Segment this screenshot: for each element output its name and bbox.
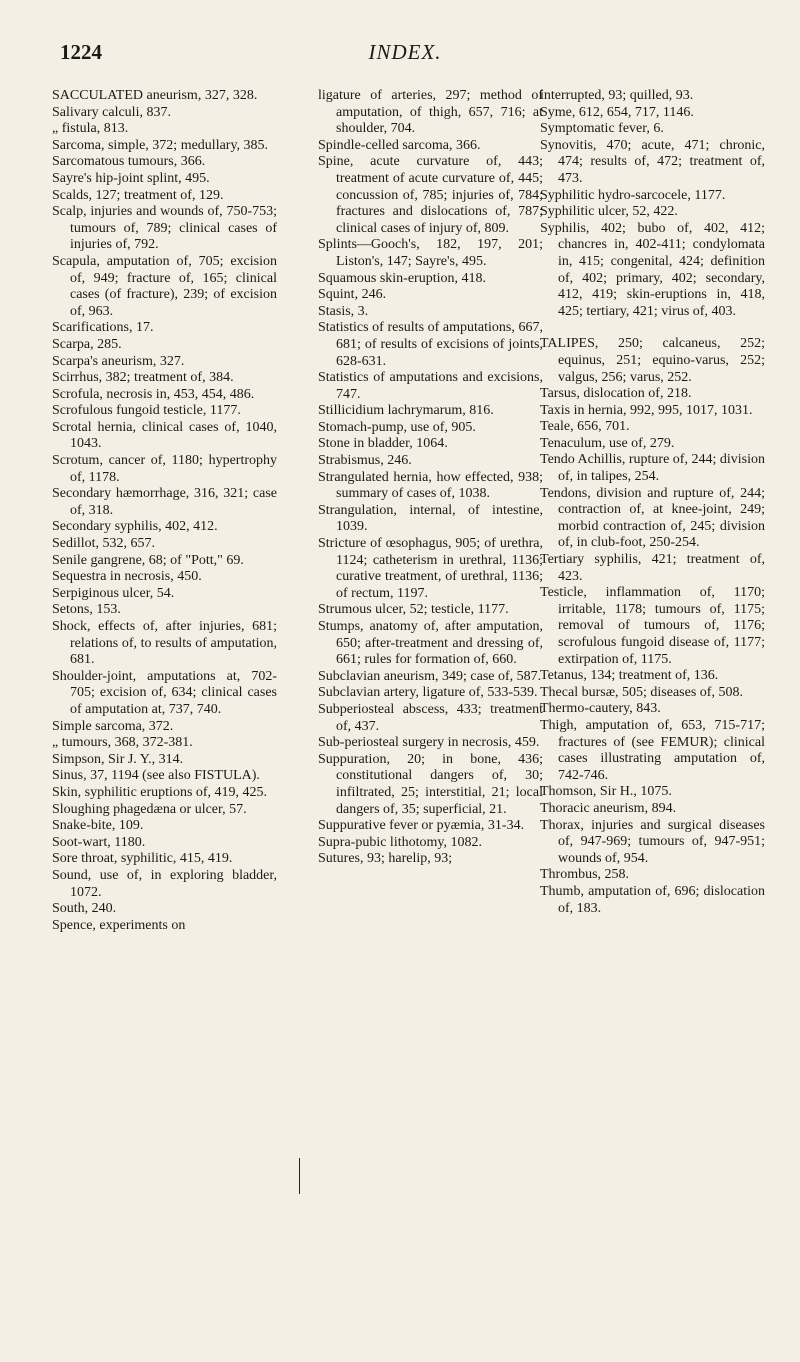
index-entry: Setons, 153.: [52, 602, 121, 618]
index-entry: Taxis in hernia, 992, 995, 1017, 1031.: [540, 402, 753, 418]
index-entry: Tetanus, 134; treatment of, 136.: [540, 668, 719, 684]
index-entry: Subclavian aneurism, 349; case of, 587.: [318, 668, 542, 684]
index-entry: Thoracic aneurism, 894.: [540, 800, 677, 816]
index-entry: Statistics of results of amputations, 667, 681; of results of excisions of joints, 628-631.: [318, 320, 543, 369]
index-entry: Stone in bladder, 1064.: [318, 436, 448, 452]
index-entry: Scrotum, cancer of, 1180; hypertrophy of, 1178.: [52, 453, 277, 485]
running-head: INDEX.: [368, 40, 442, 64]
index-entry: Stillicidium lachrymarum, 816.: [318, 403, 494, 419]
index-entry: Symptomatic fever, 6.: [540, 121, 664, 137]
index-entry: Syphilitic ulcer, 52, 422.: [540, 204, 678, 220]
index-entry: Tendons, division and rupture of, 244; contraction of, at knee-joint, 249; morbid contraction of, 245; division of, in club-foot, 250-254.: [540, 485, 765, 551]
index-entry: Syphilitic hydro-sarcocele, 1177.: [540, 187, 726, 203]
index-entry: Scarifications, 17.: [52, 320, 154, 336]
index-entry: Sinus, 37, 1194 (see also FISTULA).: [52, 768, 260, 784]
index-entry: Serpiginous ulcer, 54.: [52, 585, 175, 601]
index-entry: Thomson, Sir H., 1075.: [540, 784, 672, 800]
index-entry: Tendo Achillis, rupture of, 244; division of, in talipes, 254.: [540, 452, 765, 485]
index-entry: Stasis, 3.: [318, 303, 369, 319]
index-entry: Strangulated hernia, how effected, 938; summary of cases of, 1038.: [318, 469, 543, 502]
index-entry: SACCULATED aneurism, 327, 328.: [52, 88, 258, 103]
index-entry: Scirrhus, 382; treatment of, 384.: [52, 370, 234, 386]
index-entry: Scarpa's aneurism, 327.: [52, 353, 185, 369]
index-entry: Synovitis, 470; acute, 471; chronic, 474; results of, 472; treatment of, 473.: [540, 137, 765, 186]
index-column-2: [318, 88, 543, 868]
column-divider: [299, 1158, 300, 1194]
index-entry: Teale, 656, 701.: [540, 419, 630, 435]
index-entry: Spindle-celled sarcoma, 366.: [318, 137, 481, 153]
index-entry: Shoulder-joint, amputations at, 702-705; excision of, 634; clinical cases of amputation at, 737, 740.: [52, 668, 277, 717]
index-entry: Sequestra in necrosis, 450.: [52, 569, 202, 585]
index-entry: Tertiary syphilis, 421; treatment of, 423.: [540, 552, 765, 584]
index-entry: [540, 320, 765, 336]
index-entry: Subperiosteal abscess, 433; treatment of, 437.: [318, 701, 543, 734]
index-entry: Salivary calculi, 837.: [52, 104, 171, 120]
index-entry: Sarcoma, simple, 372; medullary, 385.: [52, 137, 269, 153]
index-entry: Tenaculum, use of, 279.: [540, 435, 675, 451]
index-entry: TALIPES, 250; calcaneus, 252; equinus, 251; equino-varus, 252; valgus, 256; varus, 252.: [540, 336, 765, 385]
index-entry: Spence, experiments on: [52, 917, 186, 933]
index-entry: Scapula, amputation of, 705; excision of, 949; fracture of, 165; clinical cases (of fracture), 239; of excision of, 963.: [52, 253, 277, 319]
index-entry: South, 240.: [52, 901, 117, 917]
index-entry: Sedillot, 532, 657.: [52, 536, 156, 552]
index-entry: Thumb, amputation of, 696; dislocation of, 183.: [540, 883, 765, 916]
index-entry: Syme, 612, 654, 717, 1146.: [540, 104, 694, 120]
index-entry: Simple sarcoma, 372.: [52, 718, 174, 734]
index-entry: Scalds, 127; treatment of, 129.: [52, 187, 224, 203]
index-entry: Supra-pubic lithotomy, 1082.: [318, 834, 482, 850]
index-entry: Simpson, Sir J. Y., 314.: [52, 751, 184, 767]
page-number: 1224: [60, 40, 102, 64]
index-entry: Shock, effects of, after injuries, 681; relations of, to results of amputation, 681.: [52, 619, 277, 668]
index-entry: Secondary hæmorrhage, 316, 321; case of, 318.: [52, 486, 277, 518]
index-entry: Sarcomatous tumours, 366.: [52, 154, 206, 170]
index-entry: Testicle, inflammation of, 1170; irritable, 1178; tumours of, 1175; removal of tumours of, 1176; scrofulous fungoid disease of, 1177; extirpation of, 1175.: [540, 585, 765, 667]
index-entry: Sub-periosteal surgery in necrosis, 459.: [318, 735, 540, 751]
index-entry: Sloughing phagedæna or ulcer, 57.: [52, 801, 247, 817]
index-entry: Statistics of amputations and excisions, 747.: [318, 370, 543, 402]
index-column-3: [540, 88, 765, 917]
index-entry: Squint, 246.: [318, 287, 387, 303]
index-entry: Suppurative fever or pyæmia, 31-34.: [318, 818, 525, 834]
index-entry: Scarpa, 285.: [52, 336, 122, 352]
index-entry: Stomach-pump, use of, 905.: [318, 419, 476, 435]
index-entry: Sutures, 93; harelip, 93;: [318, 851, 453, 867]
index-entry: Sayre's hip-joint splint, 495.: [52, 170, 210, 186]
index-entry: Strumous ulcer, 52; testicle, 1177.: [318, 602, 509, 618]
index-entry: Thorax, injuries and surgical diseases of, 947-969; tumours of, 947-951; wounds of, 954.: [540, 817, 765, 866]
index-entry: Subclavian artery, ligature of, 533-539.: [318, 685, 538, 701]
index-entry: „ tumours, 368, 372-381.: [52, 735, 193, 751]
index-entry: Snake-bite, 109.: [52, 818, 144, 834]
index-entry: Soot-wart, 1180.: [52, 834, 146, 850]
index-entry: Squamous skin-eruption, 418.: [318, 270, 486, 286]
index-entry: Scalp, injuries and wounds of, 750-753; tumours of, 789; clinical cases of injuries of, 792.: [52, 204, 277, 253]
index-column-1: [52, 88, 277, 934]
index-entry: Scrotal hernia, clinical cases of, 1040, 1043.: [52, 419, 277, 452]
index-entry: Strabismus, 246.: [318, 453, 412, 469]
index-entry: Stumps, anatomy of, after amputation, 650; after-treatment and dressing of, 661; rules for formation of, 660.: [318, 619, 543, 668]
index-entry: Thermo-cautery, 843.: [540, 701, 661, 717]
index-entry: interrupted, 93; quilled, 93.: [540, 88, 694, 103]
index-entry: Thrombus, 258.: [540, 867, 630, 883]
index-entry: Scrofulous fungoid testicle, 1177.: [52, 403, 241, 419]
index-entry: Sound, use of, in exploring bladder, 1072.: [52, 867, 277, 900]
index-entry: Thecal bursæ, 505; diseases of, 508.: [540, 684, 743, 700]
index-entry: Senile gangrene, 68; of "Pott," 69.: [52, 552, 244, 568]
index-entry: Splints—Gooch's, 182, 197, 201; Liston's, 147; Sayre's, 495.: [318, 237, 543, 269]
index-entry: Scrofula, necrosis in, 453, 454, 486.: [52, 386, 255, 402]
page-header: [60, 40, 750, 70]
index-entry: Strangulation, internal, of intestine, 1039.: [318, 502, 543, 535]
index-entry: Spine, acute curvature of, 443; treatment of acute curvature of, 445; concussion of, 785; injuries of, 784; fractures and dislocations of, 787; clinical cases of injury of, 809.: [318, 154, 543, 236]
index-entry: Stricture of œsophagus, 905; of urethra, 1124; catheterism in urethral, 1136; curative treatment, of urethral, 1136; of rectum, 1197.: [318, 536, 543, 601]
index-entry: Secondary syphilis, 402, 412.: [52, 519, 218, 535]
index-columns: [52, 88, 765, 1348]
index-entry: Sore throat, syphilitic, 415, 419.: [52, 851, 233, 867]
index-entry: Tarsus, dislocation of, 218.: [540, 386, 692, 402]
index-entry: Suppuration, 20; in bone, 436; constitutional dangers of, 30; infiltrated, 25; interstitial, 21; local dangers of, 35; superficial, 21.: [318, 751, 543, 817]
index-entry: Skin, syphilitic eruptions of, 419, 425.: [52, 784, 268, 800]
index-entry: ligature of arteries, 297; method of amputation, of thigh, 657, 716; at shoulder, 704.: [318, 88, 543, 137]
index-entry: Thigh, amputation of, 653, 715-717; fractures of (see FEMUR); clinical cases illustrating amputation of, 742-746.: [540, 717, 765, 783]
index-entry: „ fistula, 813.: [52, 121, 129, 137]
index-entry: Syphilis, 402; bubo of, 402, 412; chancres in, 402-411; condylomata in, 415; congenital, 424; definition of, 402; primary, 402; secondary, 412, 419; skin-eruptions in, 418, 425; tertiary, 421; virus of, 403.: [540, 220, 765, 319]
